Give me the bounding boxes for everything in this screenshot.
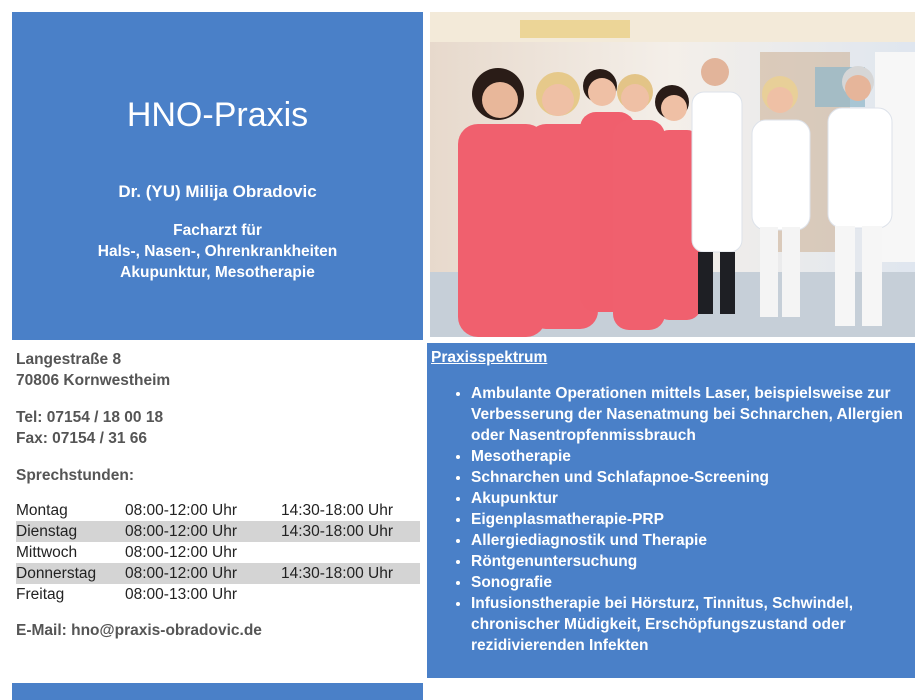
hours-morning: 08:00-12:00 Uhr — [125, 544, 238, 561]
phone-number: Tel: 07154 / 18 00 18 — [16, 409, 164, 426]
hours-table — [16, 500, 420, 605]
hours-afternoon: 14:30-18:00 Uhr — [281, 521, 420, 542]
hours-row — [16, 521, 420, 542]
fax-number: Fax: 07154 / 31 66 — [16, 430, 147, 447]
hours-day: Freitag — [16, 586, 65, 603]
spectrum-title-link[interactable]: Praxisspektrum — [431, 349, 548, 366]
specialty-line: Hals-, Nasen-, Ohrenkrankheiten — [97, 243, 338, 260]
team-photo-illustration — [430, 12, 915, 337]
spectrum-box — [427, 343, 915, 678]
hours-morning: 08:00-12:00 Uhr — [125, 563, 281, 584]
contact-block — [16, 349, 420, 486]
hours-day: Dienstag — [16, 521, 125, 542]
hours-day: Montag — [16, 502, 68, 519]
hours-day: Donnerstag — [16, 563, 125, 584]
header-box — [12, 12, 423, 340]
hours-morning: 08:00-12:00 Uhr — [125, 521, 281, 542]
list-item: • Eigenplasmatherapie-PRP — [471, 509, 911, 530]
list-item: • Infusionstherapie bei Hörsturz, Tinnitus, Schwindel, chronischer Müdigkeit, Erschöpfungszustand oder rezidivierenden Infekten — [471, 593, 911, 656]
hours-afternoon: 14:30-18:00 Uhr — [281, 502, 394, 519]
list-item: • Mesotherapie — [471, 446, 911, 467]
page-title: HNO-Praxis — [126, 96, 309, 134]
hours-afternoon — [281, 542, 420, 563]
hours-row — [16, 584, 420, 605]
hours-row — [16, 542, 420, 563]
next-section-bar — [12, 683, 423, 700]
list-item: • Röntgenuntersuchung — [471, 551, 911, 572]
hours-afternoon — [281, 584, 420, 605]
address-city: 70806 Kornwestheim — [16, 372, 171, 389]
hours-heading: Sprechstunden: — [16, 467, 134, 484]
hours-afternoon: 14:30-18:00 Uhr — [281, 563, 420, 584]
hours-morning: 08:00-13:00 Uhr — [125, 586, 238, 603]
list-item: • Akupunktur — [471, 488, 911, 509]
email-link[interactable]: E-Mail: hno@praxis-obradovic.de — [16, 622, 262, 639]
specialty-line: Akupunktur, Mesotherapie — [120, 264, 315, 281]
list-item: • Schnarchen und Schlafapnoe-Screening — [471, 467, 911, 488]
hours-day: Mittwoch — [16, 544, 78, 561]
list-item: • Allergiediagnostik und Therapie — [471, 530, 911, 551]
hours-row — [16, 563, 420, 584]
spectrum-list — [427, 383, 911, 656]
list-item: • Sonografie — [471, 572, 911, 593]
list-item: • Ambulante Operationen mittels Laser, beispielsweise zur Verbesserung der Nasenatmung bei Schnarchen, Allergien oder Nasentropfenmissbrauch — [471, 383, 911, 446]
team-photo — [430, 12, 915, 337]
hours-row — [16, 500, 420, 521]
specialty-block — [12, 220, 423, 283]
doctor-name: Dr. (YU) Milija Obradovic — [118, 182, 317, 201]
hours-morning: 08:00-12:00 Uhr — [125, 502, 238, 519]
specialty-line: Facharzt für — [173, 222, 262, 239]
address-street: Langestraße 8 — [16, 351, 122, 368]
